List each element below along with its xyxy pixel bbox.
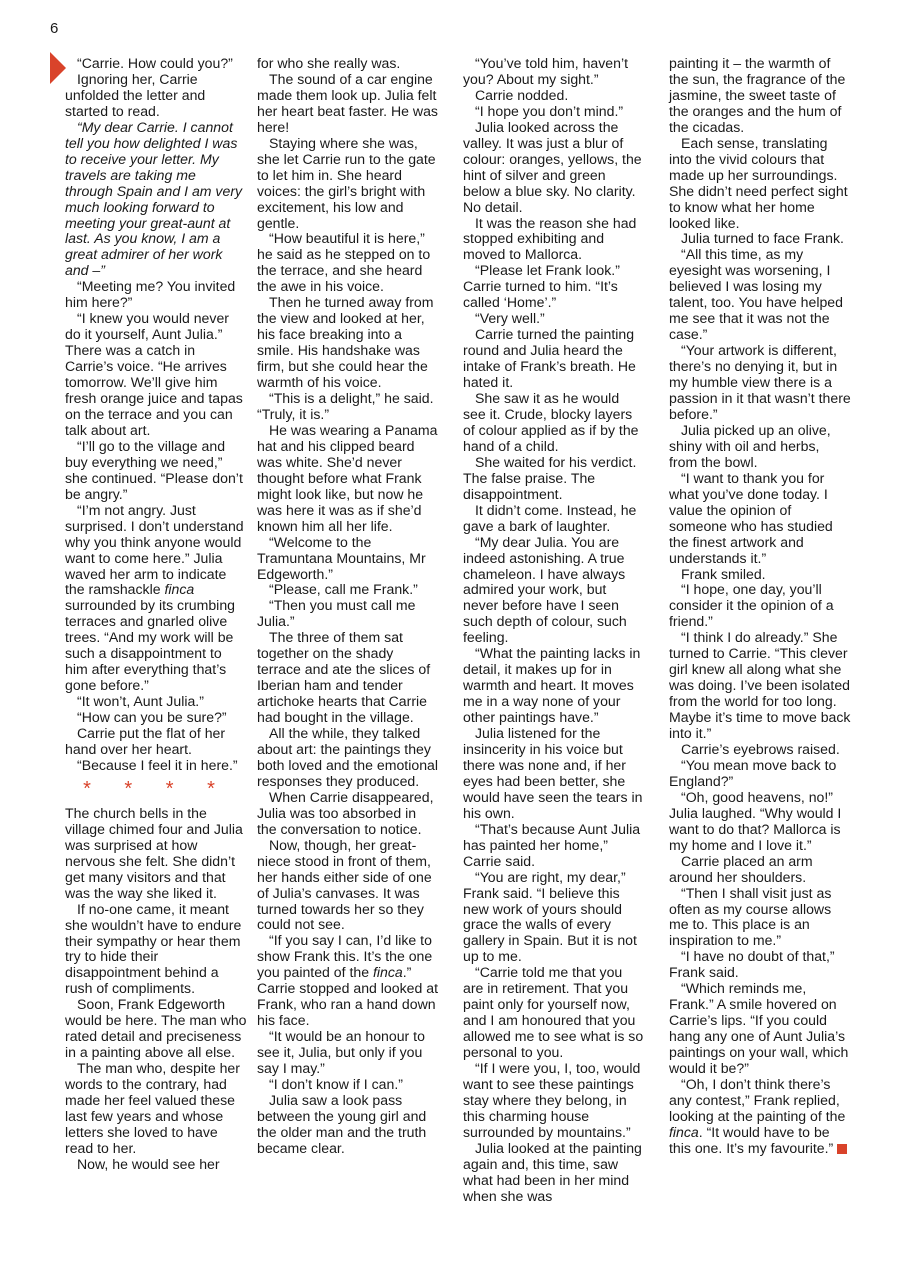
paragraph: Carrie put the flat of her hand over her heart. bbox=[65, 725, 226, 757]
paragraph: “Carrie told me that you are in retirement. That you paint only for yourself now, and I am honoured that you allowed me to see what is so personal to you. bbox=[463, 964, 644, 1061]
paragraph: Julia saw a look pass between the young girl and the older man and the truth became clear. bbox=[257, 1091, 427, 1156]
paragraph: Julia picked up an olive, shiny with oil and herbs, from the bowl. bbox=[669, 421, 831, 470]
text-run: . “It would have to be this one. It’s my favourite.” bbox=[669, 1123, 834, 1156]
paragraph: “That’s because Aunt Julia has painted her home,” Carrie said. bbox=[463, 820, 641, 869]
paragraph: “Please let Frank look.” Carrie turned to him. “It’s called ‘Home’.” bbox=[463, 262, 620, 311]
paragraph: “Meeting me? You invited him here?” bbox=[65, 278, 236, 311]
paragraph: “This is a delight,” he said. “Truly, it is.” bbox=[257, 390, 434, 422]
paragraph: Julia listened for the insincerity in his voice but there was none and, if her eyes had been better, she would have seen the tears in his own. bbox=[463, 725, 643, 821]
paragraph: Now, he would see her bbox=[77, 1155, 220, 1172]
italic-word: finca bbox=[372, 964, 403, 981]
column-1 bbox=[65, 56, 247, 1173]
paragraph: for who she really was. bbox=[257, 55, 401, 71]
paragraph: “If I were you, I, too, would want to see these paintings stay where they belong, in this charming house surrounded by mountains.” bbox=[463, 1060, 641, 1140]
paragraph: “I don’t know if I can.” bbox=[269, 1076, 403, 1092]
paragraph: “I have no doubt of that,” Frank said. bbox=[669, 948, 835, 981]
paragraph: The three of them sat together on the shady terrace and ate the slices of Iberian ham and tender artichoke hearts that Carrie had bought in the village. bbox=[257, 629, 431, 726]
page-number: 6 bbox=[50, 20, 59, 37]
paragraph: “How can you be sure?” bbox=[77, 709, 227, 726]
italic-word: finca bbox=[669, 1123, 699, 1140]
paragraph: Staying where she was, she let Carrie run to the gate to let him in. She heard voices: the girl’s bright with excitement, his low and gentle. bbox=[257, 134, 436, 231]
column-4 bbox=[669, 56, 851, 1157]
paragraph: “Which reminds me, Frank.” A smile hovered on Carrie’s lips. “If you could hang any one of Aunt Julia’s paintings on your wall, which would it be?” bbox=[669, 980, 849, 1077]
italic-word: finca bbox=[164, 581, 195, 598]
paragraph: “You’ve told him, haven’t you? About my sight.” bbox=[463, 55, 629, 87]
paragraph: Julia looked at the painting again and, this time, saw what had been in her mind when she was bbox=[463, 1139, 642, 1204]
paragraph: He was wearing a Panama hat and his clipped beard was white. She’d never thought before what Frank might look like, but now he was here it was as if she’d known him all her life. bbox=[257, 421, 438, 534]
paragraph: “Oh, good heavens, no!” Julia laughed. “Why would I want to do that? Mallorca is my home and I love it.” bbox=[669, 788, 842, 853]
paragraph: “I think I do already.” She turned to Carrie. “This clever girl knew all along what she was doing. I’ve been isolated from the world for too long. Maybe it’s time to move back into it.” bbox=[669, 629, 851, 742]
paragraph: Julia looked across the valley. It was just a blur of colour: oranges, yellows, the hint of silver and green below a blue sky. No clarity. No detail. bbox=[463, 118, 642, 215]
paragraph-italic-letter bbox=[65, 120, 247, 280]
paragraph: “Carrie. How could you?” bbox=[77, 55, 233, 71]
paragraph bbox=[65, 503, 247, 694]
paragraph: Ignoring her, Carrie unfolded the letter and started to read. bbox=[65, 70, 206, 119]
paragraph: painting it – the warmth of the sun, the fragrance of the jasmine, the sweet taste of the oranges and the hum of the cicadas. bbox=[669, 55, 846, 135]
paragraph: “Your artwork is different, there’s no denying it, but in my humble view there is a passion in it that wasn’t there before.” bbox=[669, 342, 851, 422]
paragraph: The church bells in the village chimed four and Julia was surprised at how nervous she felt. She didn’t get many visitors and that was the way she liked it. bbox=[65, 804, 243, 901]
paragraph: Carrie turned the painting round and Julia heard the intake of Frank’s breath. He hated it. bbox=[463, 326, 636, 391]
paragraph: She saw it as he would see it. Crude, blocky layers of colour applied as if by the hand of a child. bbox=[463, 390, 639, 454]
paragraph: “I knew you would never do it yourself, Aunt Julia.” There was a catch in Carrie’s voice. “He arrives tomorrow. We’ll give him fresh orange juice and tapas on the terrace and you can talk about art. bbox=[65, 310, 243, 438]
paragraph: It didn’t come. Instead, he gave a bark of laughter. bbox=[463, 501, 637, 534]
section-break-stars: * * * * bbox=[83, 777, 229, 800]
paragraph: The sound of a car engine made them look up. Julia felt her heart beat faster. He was here! bbox=[257, 70, 438, 135]
paragraph: Carrie nodded. bbox=[475, 86, 569, 103]
paragraph: “What the painting lacks in detail, it makes up for in warmth and heart. It moves me in a way none of your other paintings have.” bbox=[463, 645, 641, 726]
paragraph: Soon, Frank Edgeworth would be here. The man who rated detail and preciseness in a painting above all else. bbox=[65, 996, 247, 1061]
paragraph bbox=[669, 1077, 851, 1157]
paragraph: Carrie placed an arm around her shoulders. bbox=[669, 852, 813, 885]
paragraph: When Carrie disappeared, Julia was too absorbed in the conversation to notice. bbox=[257, 788, 434, 837]
paragraph: “Very well.” bbox=[475, 310, 545, 327]
paragraph: “You are right, my dear,” Frank said. “I believe this new work of yours should grace the walls of every gallery in Spain. But it is not up to me. bbox=[463, 868, 637, 965]
paragraph: “Welcome to the Tramuntana Mountains, Mr Edgeworth.” bbox=[257, 533, 426, 582]
text-run: “Oh, I don’t think there’s any contest,” Frank replied, looking at the painting of the bbox=[669, 1076, 846, 1124]
paragraph: “Please, call me Frank.” bbox=[269, 581, 418, 598]
column-3 bbox=[463, 56, 645, 1205]
paragraph: “How beautiful it is here,” he said as he stepped on to the terrace, and she heard the awe in his voice. bbox=[257, 230, 431, 295]
paragraph: “It would be an honour to see it, Julia, but only if you say I may.” bbox=[257, 1028, 425, 1077]
paragraph: Now, though, her great-niece stood in front of them, her hands either side of one of Julia’s canvases. It was turned towards her so they could not see. bbox=[257, 836, 432, 933]
paragraph: “You mean move back to England?” bbox=[669, 756, 837, 789]
letter-text: “My dear Carrie. I cannot tell you how delighted I was to receive your letter. My travels are taking me through Spain and I am very much looking forward to meeting your great-aunt at last. As you know, I am a great admirer of her work and –” bbox=[65, 118, 243, 279]
paragraph: Julia turned to face Frank. bbox=[681, 230, 844, 247]
paragraph: “My dear Julia. You are indeed astonishing. A true chameleon. I have always admired your work, but never before have I seen such depth of colour, such feeling. bbox=[463, 533, 627, 646]
paragraph: It was the reason she had stopped exhibiting and moved to Mallorca. bbox=[463, 214, 637, 263]
paragraph: Carrie’s eyebrows raised. bbox=[681, 740, 840, 757]
paragraph: Frank smiled. bbox=[681, 565, 766, 582]
paragraph: “I hope, one day, you’ll consider it the opinion of a friend.” bbox=[669, 581, 834, 630]
paragraph: All the while, they talked about art: the paintings they both loved and the emotional responses they produced. bbox=[257, 725, 439, 789]
paragraph: “I’ll go to the village and buy everything we need,” she continued. “Please don’t be angry.” bbox=[65, 437, 243, 502]
column-2 bbox=[257, 56, 439, 1157]
paragraph: “Because I feel it in here.” bbox=[77, 756, 238, 773]
text-run: “I’m not angry. Just surprised. I don’t understand why you think anyone would want to come here.” Julia waved her arm to indicate the ramshackle bbox=[65, 501, 244, 598]
paragraph: Then he turned away from the view and looked at her, his face breaking into a smile. His handshake was firm, but she could hear the warmth of his voice. bbox=[257, 294, 434, 391]
paragraph: “I want to thank you for what you’ve done today. I value the opinion of someone who has studied the finest artwork and understands it.” bbox=[669, 469, 833, 566]
paragraph bbox=[257, 933, 439, 1029]
paragraph: “All this time, as my eyesight was worsening, I believed I was losing my talent, too. You have helped me see that it was not the case.” bbox=[669, 246, 843, 343]
end-of-story-square-icon bbox=[837, 1144, 847, 1154]
paragraph: “I hope you don’t mind.” bbox=[475, 102, 624, 119]
paragraph: She waited for his verdict. The false praise. The disappointment. bbox=[463, 453, 637, 502]
paragraph: “Then I shall visit just as often as my course allows me to. This place is an inspiration to me.” bbox=[669, 884, 832, 949]
text-run: .” Carrie stopped and looked at Frank, who ran a hand down his face. bbox=[257, 964, 438, 1029]
story-start-arrow-icon bbox=[50, 52, 66, 84]
paragraph: “It won’t, Aunt Julia.” bbox=[77, 693, 204, 710]
text-run: surrounded by its crumbing terraces and gnarled olive trees. “And my work will be such a disappointment to him after everything that’s gone before.” bbox=[65, 597, 235, 694]
paragraph: If no-one came, it meant she wouldn’t have to endure their sympathy or hear them try to hide their disappointment behind a rush of compliments. bbox=[65, 900, 242, 997]
text-run: “If you say I can, I’d like to show Frank this. It’s the one you painted of the bbox=[257, 932, 433, 981]
paragraph: “Then you must call me Julia.” bbox=[257, 597, 416, 630]
paragraph: The man who, despite her words to the contrary, had made her feel valued these last few years and whose letters she loved to have read to her. bbox=[65, 1060, 240, 1156]
paragraph: Each sense, translating into the vivid colours that made up her surroundings. She didn’t need perfect sight to know what her home looked like. bbox=[669, 134, 848, 231]
